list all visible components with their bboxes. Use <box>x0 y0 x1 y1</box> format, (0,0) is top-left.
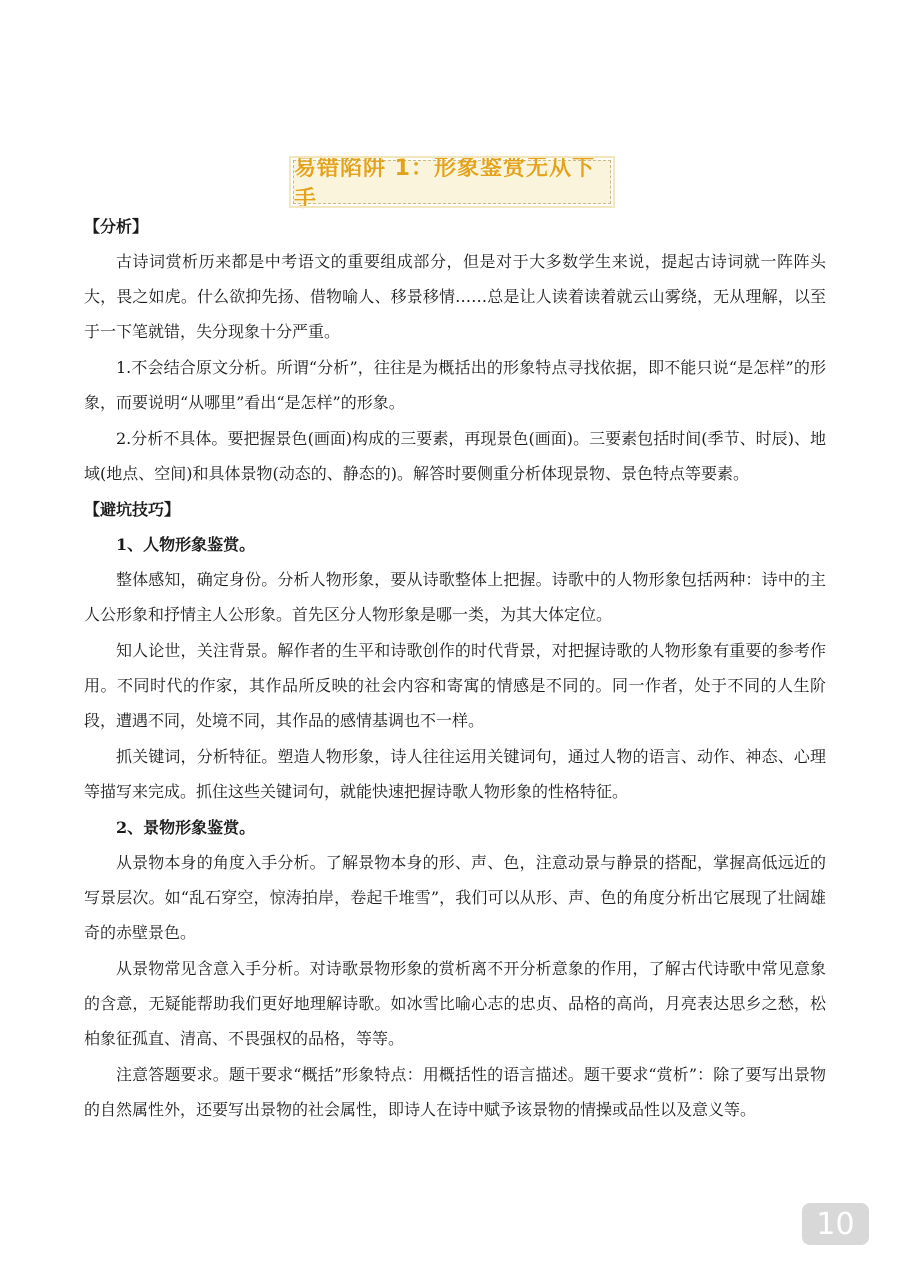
section-paragraph: 整体感知，确定身份。分析人物形象，要从诗歌整体上把握。诗歌中的人物形象包括两种：诗中的主人公形象和抒情主人公形象。首先区分人物形象是哪一类，为其大体定位。 <box>84 570 826 624</box>
page-number-badge: 10 <box>802 1203 869 1245</box>
section-paragraph: 注意答题要求。题干要求“概括”形象特点：用概括性的语言描述。题干要求“赏析”：除了要写出景物的自然属性外，还要写出景物的社会属性，即诗人在诗中赋予该景物的情操或品性以及意义等。 <box>84 1065 826 1119</box>
tips-heading: 【避坑技巧】 <box>84 500 181 519</box>
section-paragraph: 从景物常见含意入手分析。对诗歌景物形象的赏析离不开分析意象的作用，了解古代诗歌中常见意象的含意，无疑能帮助我们更好地理解诗歌。如冰雪比喻心志的忠贞、品格的高尚，月亮表达思乡之愁，松柏象征孤直、清高、不畏强权的品格，等等。 <box>84 959 826 1048</box>
analysis-paragraph: 1.不会结合原文分析。所谓“分析”，往往是为概括出的形象特点寻找依据，即不能只说“是怎样”的形象，而要说明“从哪里”看出“是怎样”的形象。 <box>84 358 826 412</box>
analysis-heading: 【分析】 <box>84 217 149 236</box>
section-title: 2、景物形象鉴赏。 <box>116 818 256 837</box>
analysis-paragraph: 古诗词赏析历来都是中考语文的重要组成部分，但是对于大多数学生来说，提起古诗词就一阵阵头大，畏之如虎。什么欲抑先扬、借物喻人、移景移情……总是让人读着读着就云山雾绕，无从理解，以至于一下笔就错，失分现象十分严重。 <box>84 252 826 341</box>
analysis-paragraph: 2.分析不具体。要把握景色(画面)构成的三要素，再现景色(画面)。三要素包括时间(季节、时辰)、地域(地点、空间)和具体景物(动态的、静态的)。解答时要侧重分析体现景物、景色特点等要素。 <box>84 429 826 483</box>
title-banner <box>293 156 611 212</box>
section-title: 1、人物形象鉴赏。 <box>116 535 256 554</box>
section-paragraph: 从景物本身的角度入手分析。了解景物本身的形、声、色，注意动景与静景的搭配，掌握高低远近的写景层次。如“乱石穿空，惊涛拍岸，卷起千堆雪”，我们可以从形、声、色的角度分析出它展现了壮阔雄奇的赤壁景色。 <box>84 853 826 942</box>
section-paragraph: 抓关键词，分析特征。塑造人物形象，诗人往往运用关键词句，通过人物的语言、动作、神态、心理等描写来完成。抓住这些关键词句，就能快速把握诗歌人物形象的性格特征。 <box>84 747 826 801</box>
document-body <box>84 209 826 1128</box>
page-title: 易错陷阱 1：形象鉴赏无从下手 <box>294 156 595 212</box>
section-paragraph: 知人论世，关注背景。解作者的生平和诗歌创作的时代背景，对把握诗歌的人物形象有重要的参考作用。不同时代的作家，其作品所反映的社会内容和寄寓的情感是不同的。同一作者，处于不同的人生阶段，遭遇不同，处境不同，其作品的感情基调也不一样。 <box>84 641 826 730</box>
